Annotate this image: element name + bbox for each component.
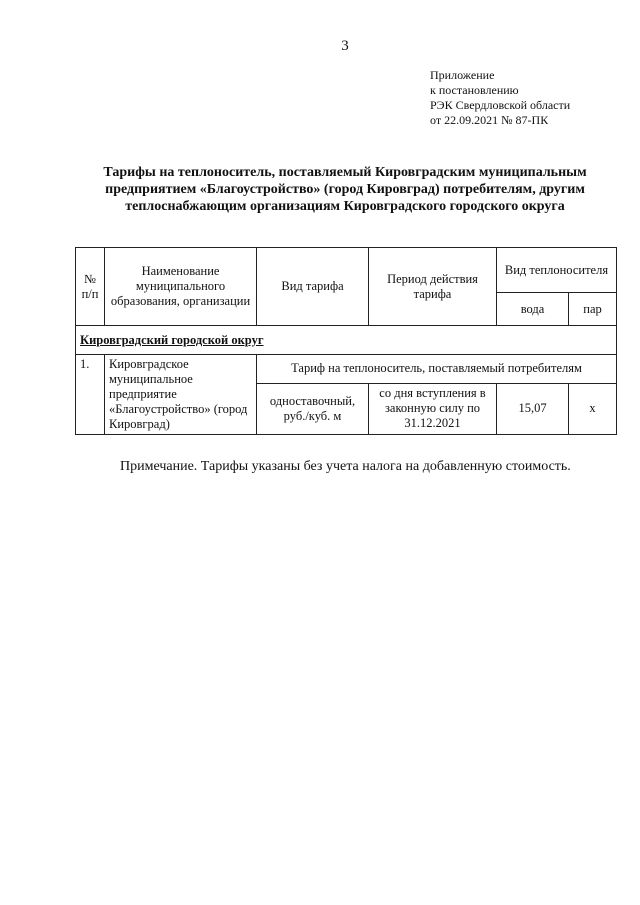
title-line: Тарифы на теплоноситель, поставляемый Кировградским муниципальным [103, 165, 587, 180]
row-tariff-group: Тариф на теплоноситель, поставляемый потребителям [257, 355, 617, 384]
row-tariff-type: одноставочный, руб./куб. м [257, 383, 369, 434]
row-water-value: 15,07 [497, 383, 569, 434]
row-period: со дня вступления в законную силу по 31.12.2021 [369, 383, 497, 434]
title-line: теплоснабжающим организациям Кировградского городского округа [125, 199, 565, 214]
appendix-line: Приложение [430, 68, 495, 82]
district-row [76, 326, 617, 355]
header-steam: пар [569, 293, 617, 326]
header-organization: Наименование муниципального образования, организации [105, 248, 257, 326]
table-header-row [76, 248, 617, 293]
header-number-abbr: п/п [81, 286, 99, 301]
header-number [76, 248, 105, 326]
table-row [76, 355, 617, 384]
page-number: 3 [341, 38, 349, 54]
appendix-line: от 22.09.2021 № 87-ПК [430, 113, 549, 127]
header-number-symbol: № [84, 271, 96, 286]
row-number: 1. [76, 355, 105, 435]
document-title [80, 164, 610, 215]
header-tariff-type: Вид тарифа [257, 248, 369, 326]
header-water: вода [497, 293, 569, 326]
row-steam-value: x [569, 383, 617, 434]
appendix-line: РЭК Свердловской области [430, 98, 571, 112]
district-name: Кировградский городской округ [76, 326, 617, 355]
note-text: Примечание. Тарифы указаны без учета налога на добавленную стоимость. [120, 459, 571, 474]
header-period: Период действия тарифа [369, 248, 497, 326]
appendix-block [430, 68, 570, 128]
appendix-line: к постановлению [430, 83, 519, 97]
tariff-table [75, 247, 617, 435]
row-organization: Кировградское муниципальное предприятие «Благоустройство» (город Кировград) [105, 355, 257, 435]
title-line: предприятием «Благоустройство» (город Кировград) потребителям, другим [105, 182, 585, 197]
header-carrier: Вид теплоносителя [497, 248, 617, 293]
